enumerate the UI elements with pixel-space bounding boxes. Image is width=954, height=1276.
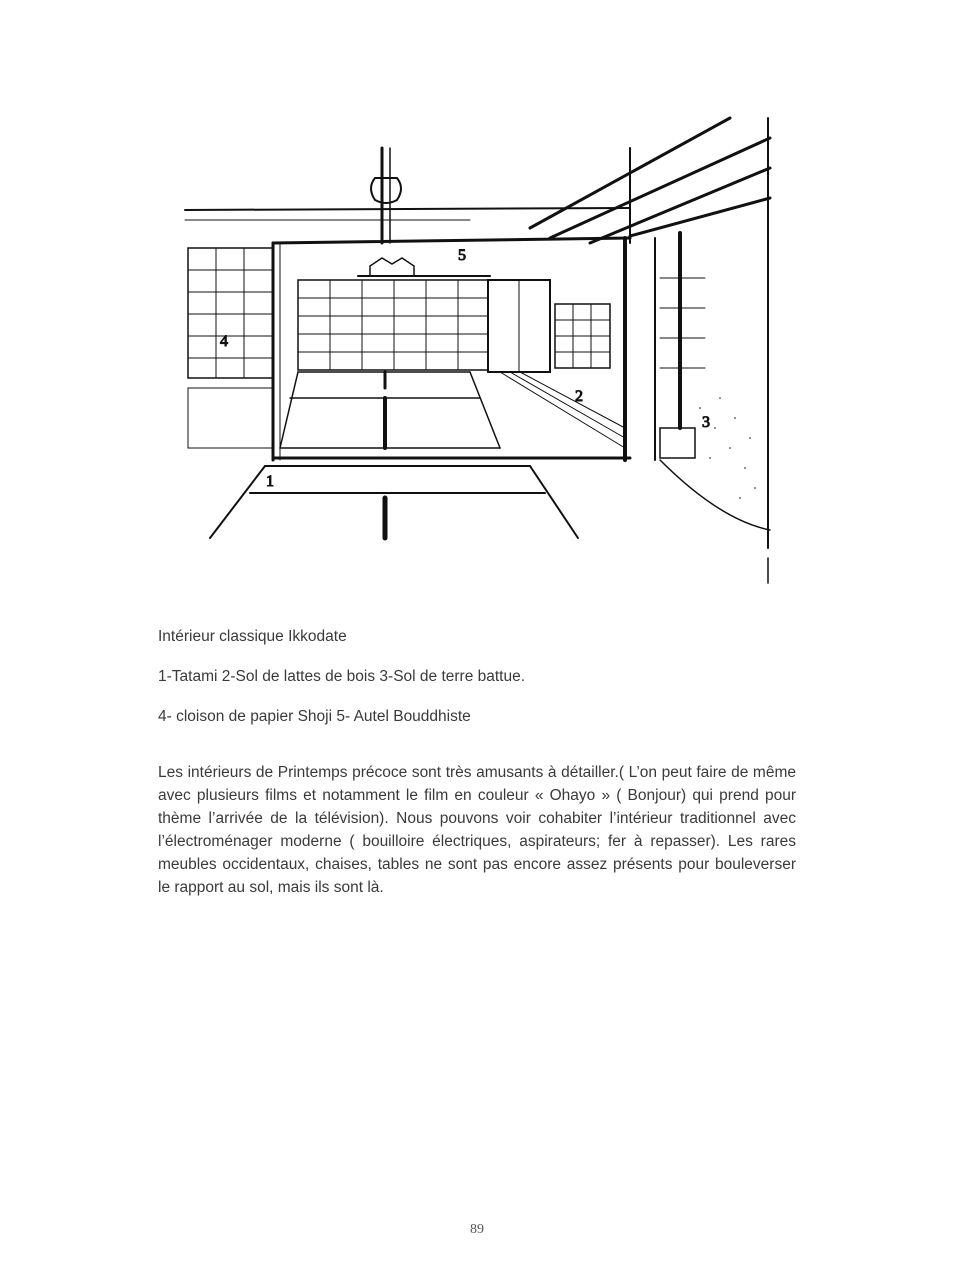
figure-title: Intérieur classique Ikkodate: [158, 628, 347, 645]
label-4: 4: [220, 333, 228, 350]
page-number: 89: [470, 1222, 484, 1237]
body-paragraph: Les intérieurs de Printemps précoce sont très amusants à détailler.( L’on peut faire de même avec plusieurs films et notamment le film en couleur « Ohayo » ( Bonjour) qui prend pour thème l’arrivée de la télévision). Nous pouvons voir cohabiter l’intérieur traditionnel avec l’électroménager moderne ( bouilloire électriques, aspirateurs; fer à repasser). Les rares meubles occidentaux, chaises, tables ne sont pas encore assez présents pour bouleverser le rapport au sol, mais ils sont là.: [158, 763, 796, 896]
interior-illustration: [170, 108, 790, 598]
figure-legend-line-2: 4- cloison de papier Shoji 5- Autel Bouddhiste: [158, 708, 471, 725]
label-1: 1: [266, 473, 274, 490]
label-3: 3: [702, 414, 710, 431]
label-5: 5: [458, 247, 466, 264]
ikkodate-drawing: [170, 108, 790, 598]
label-2: 2: [575, 388, 583, 405]
figure-legend-line-1: 1-Tatami 2-Sol de lattes de bois 3-Sol de terre battue.: [158, 668, 526, 685]
